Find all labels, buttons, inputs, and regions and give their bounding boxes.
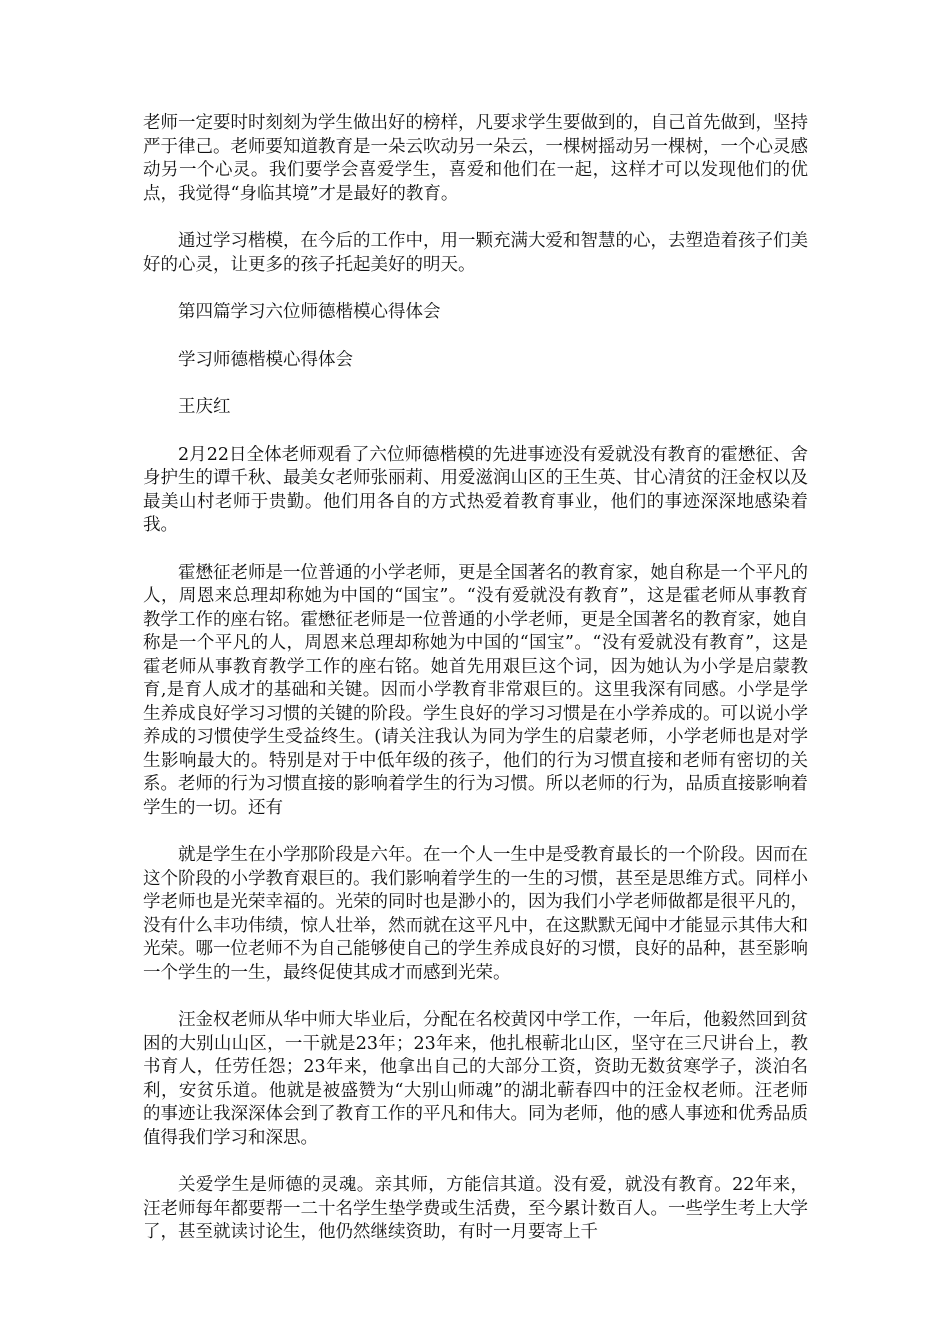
author-name: 王庆红: [178, 397, 231, 417]
paragraph-caring-for-students: 关爱学生是师德的灵魂。亲其师，方能信其道。没有爱，就没有教育。22年来，汪老师每年都要帮一二十名学生垫学费或生活费，至今累计数百人。一些学生考上大学了，甚至就读讨论生，他仍然继续资助，有时一月要寄上千: [143, 1175, 808, 1242]
section-title: 第四篇学习六位师德楷模心得体会: [178, 302, 441, 322]
paragraph-wang-jinquan: 汪金权老师从华中师大毕业后，分配在名校黄冈中学工作，一年后，他毅然回到贫困的大别山山区，一干就是23年；23年来，他扎根蕲北山区，坚守在三尺讲台上，教书育人，任劳任怨；23年来，他拿出自己的大部分工资，资助无数贫寒学子，淡泊名利，安贫乐道。他就是被盛赞为“大别山师魂”的湖北蕲春四中的汪金权老师。汪老师的事迹让我深深体会到了教育工作的平凡和伟大。同为老师，他的感人事迹和优秀品质值得我们学习和深思。: [143, 1010, 808, 1148]
article-title: 学习师德楷模心得体会: [178, 349, 353, 370]
paragraph-primary-school-years: 就是学生在小学那阶段是六年。在一个人一生中是受教育最长的一个阶段。因而在这个阶段的小学教育艰巨的。我们影响着学生的一生的习惯，甚至是思维方式。同样小学老师也是光荣幸福的。光荣的同时也是渺小的，因为我们小学老师做都是很平凡的，没有什么丰功伟绩，惊人壮举，然而就在这平凡中，在这默默无闻中才能显示其伟大和光荣。哪一位老师不为自己能够使自己的学生养成良好的习惯，良好的品种，甚至影响一个学生的一生，最终促使其成才而感到光荣。: [143, 845, 808, 983]
paragraph-role-model-example: 老师一定要时时刻刻为学生做出好的榜样，凡要求学生要做到的，自己首先做到，坚持严于律己。老师要知道教育是一朵云吹动另一朵云，一棵树摇动另一棵树，一个心灵感动另一个心灵。我们要学会喜爱学生，喜爱和他们在一起，这样才可以发现他们的优点，我觉得“身临其境”才是最好的教育。: [143, 113, 808, 204]
paragraph-intro: 2月22日全体老师观看了六位师德楷模的先进事迹没有爱就没有教育的霍懋征、舍身护生的谭千秋、最美女老师张丽莉、用爱滋润山区的王生英、甘心清贫的汪金权以及最美山村老师于贵勤。他们用各自的方式热爱着教育事业，他们的事迹深深地感染着我。: [143, 444, 808, 535]
document-page: [143, 112, 808, 1269]
paragraph-learning-conclusion: 通过学习楷模，在今后的工作中，用一颗充满大爱和智慧的心，去塑造着孩子们美好的心灵，让更多的孩子托起美好的明天。: [143, 231, 808, 275]
paragraph-huo-maozheng: 霍懋征老师是一位普通的小学老师，更是全国著名的教育家，她自称是一个平凡的人，周恩来总理却称她为中国的“国宝”。“没有爱就没有教育”，这是霍老师从事教育教学工作的座右铭。霍懋征老师是一位普通的小学老师，更是全国著名的教育家，她自称是一个平凡的人，周恩来总理却称她为中国的“国宝”。“没有爱就没有教育”，这是霍老师从事教育教学工作的座右铭。她首先用艰巨这个词，因为她认为小学是启蒙教育,是育人成才的基础和关键。因而小学教育非常艰巨的。这里我深有同感。小学是学生养成良好学习习惯的关键的阶段。学生良好的学习习惯是在小学养成的。可以说小学养成的习惯使学生受益终生。(请关注我认为同为学生的启蒙老师，小学老师也是对学生影响最大的。特别是对于中低年级的孩子，他们的行为习惯直接和老师有密切的关系。老师的行为习惯直接的影响着学生的行为习惯。所以老师的行为，品质直接影响着学生的一切。还有: [143, 562, 808, 818]
